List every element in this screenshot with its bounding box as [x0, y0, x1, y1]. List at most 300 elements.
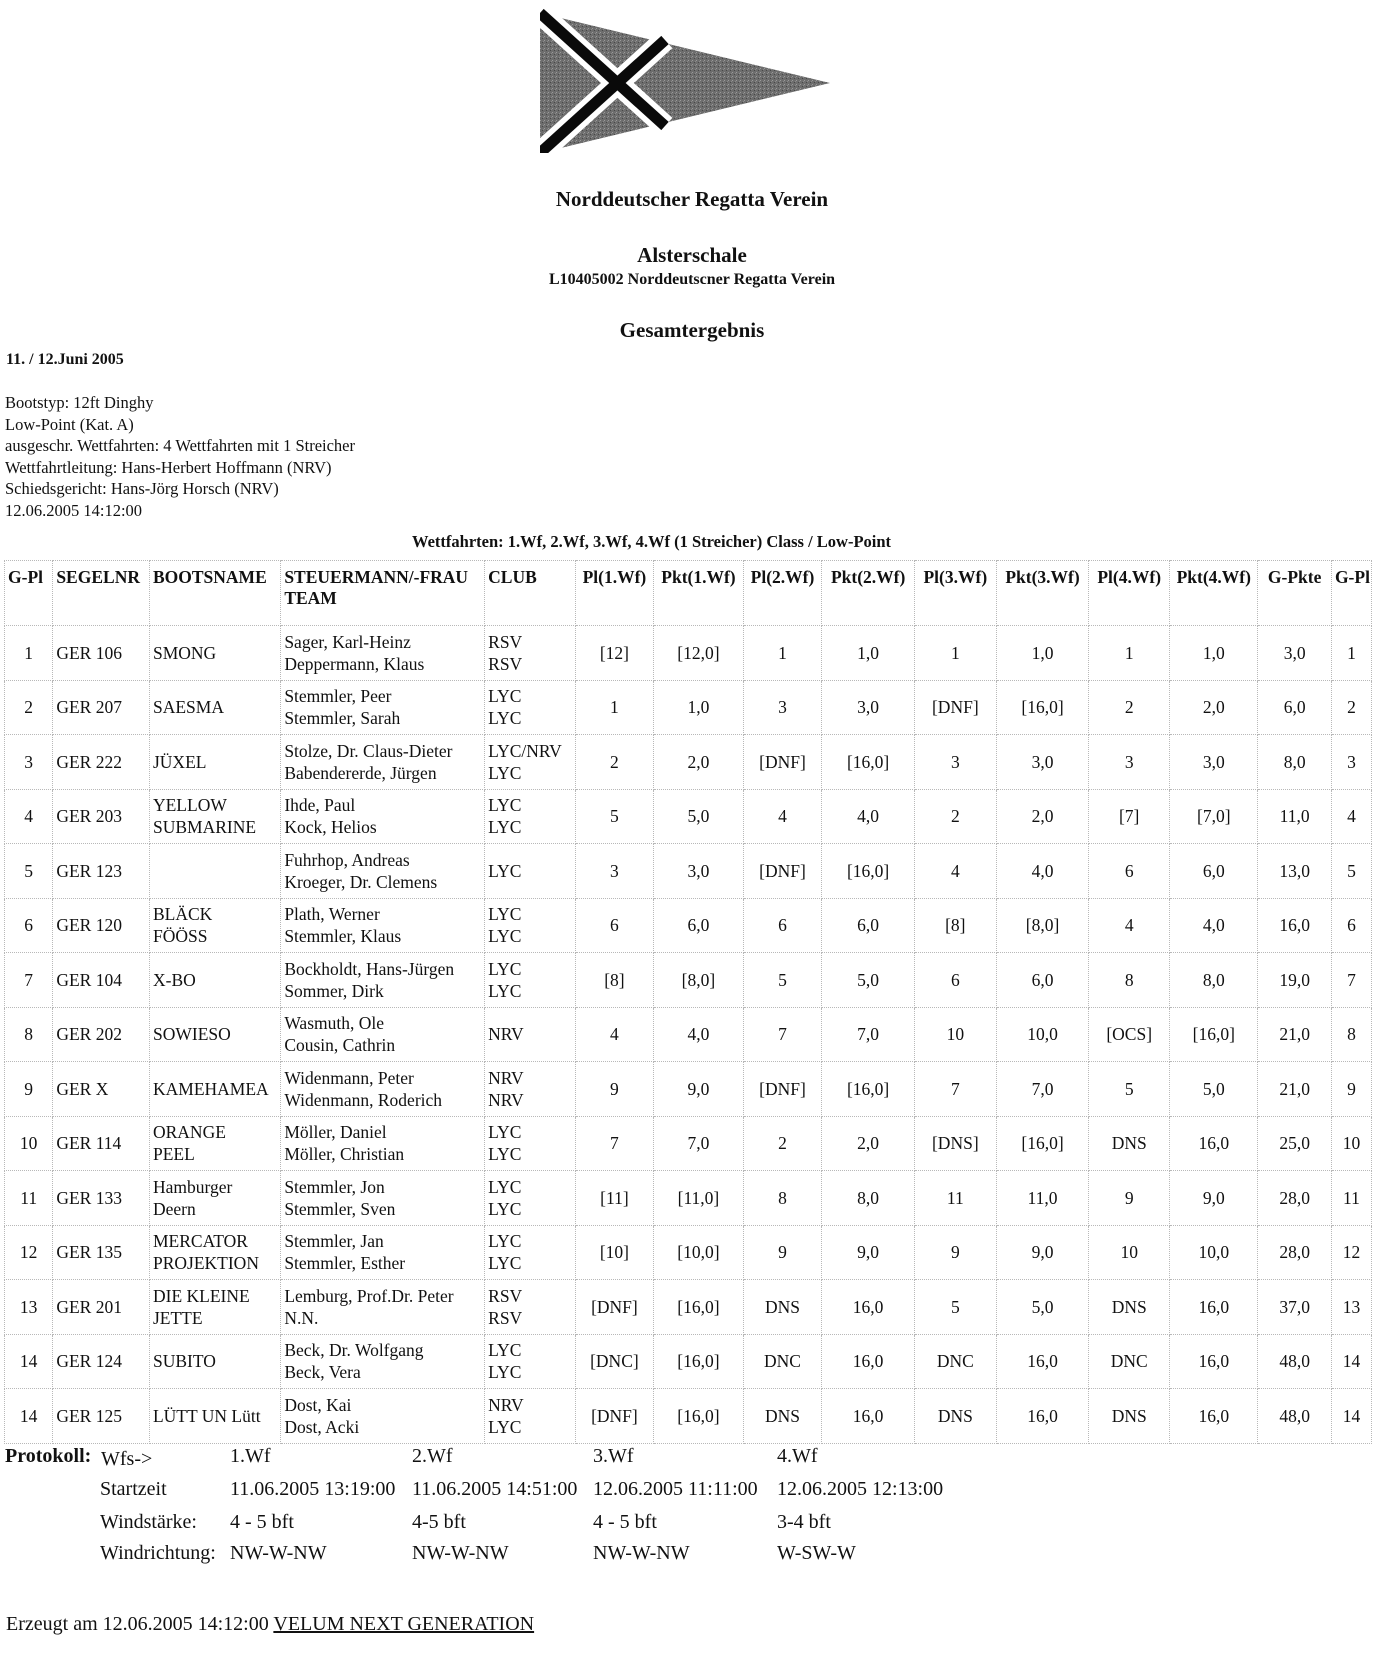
scoring-system: Low-Point (Kat. A): [5, 414, 134, 434]
pkt-3: 11,0: [996, 1171, 1088, 1226]
boat-name-line: YELLOW: [152, 795, 227, 816]
pl-4: 1: [1089, 626, 1170, 681]
club: [485, 1334, 575, 1389]
overall-place-right: 2: [1331, 680, 1371, 735]
boat-name: [149, 1062, 280, 1117]
pkt-2: 3,0: [822, 680, 914, 735]
total-points: 3,0: [1258, 626, 1332, 681]
club: [485, 953, 575, 1008]
crew-line: Stemmler, Sven: [284, 1198, 396, 1219]
table-row: [5, 1116, 1372, 1171]
pl-2: 5: [743, 953, 822, 1008]
race-officer: Wettfahrtleitung: Hans-Herbert Hoffmann (NRV): [5, 457, 332, 477]
result-title: Gesamtergebnis: [619, 318, 765, 342]
crew-line: Widenmann, Roderich: [284, 1089, 443, 1110]
club-line: NRV: [488, 1089, 524, 1110]
overall-place: 7: [5, 953, 53, 1008]
club-line: NRV: [488, 1394, 524, 1415]
boat-name-line: SAESMA: [152, 697, 224, 718]
total-points: 8,0: [1258, 735, 1332, 790]
col-gpl: G-Pl: [5, 561, 53, 626]
pkt-4: 8,0: [1170, 953, 1258, 1008]
overall-place-right: 7: [1331, 953, 1371, 1008]
club: [485, 1062, 575, 1117]
pl-4: [OCS]: [1089, 1007, 1170, 1062]
crew-line: Möller, Daniel: [284, 1122, 387, 1143]
table-row: [5, 1007, 1372, 1062]
scheduled-races: ausgeschr. Wettfahrten: 4 Wettfahrten mit 1 Streicher: [5, 436, 355, 455]
pkt-4: 10,0: [1170, 1225, 1258, 1280]
organization-name: Norddeutscher Regatta Verein: [555, 187, 829, 211]
pl-4: DNC: [1089, 1334, 1170, 1389]
pl-3: [DNF]: [914, 680, 996, 735]
crew: [281, 1062, 485, 1117]
club-line: RSV: [488, 1307, 523, 1328]
pl-4: 3: [1089, 735, 1170, 790]
pkt-3: 6,0: [996, 953, 1088, 1008]
protocol-value: 4-5 bft: [412, 1511, 466, 1533]
club-line: LYC: [488, 762, 522, 783]
protocol-value: 4 - 5 bft: [230, 1511, 294, 1533]
total-points: 13,0: [1258, 844, 1332, 899]
club-line: NRV: [488, 1067, 524, 1088]
col-pkt-2: Pkt(2.Wf): [822, 561, 914, 626]
protocol-value: 1.Wf: [230, 1445, 271, 1467]
col-helm: STEUERMANN/-FRAU: [284, 567, 469, 587]
overall-place-right: 14: [1331, 1334, 1371, 1389]
protocol-value: W-SW-W: [777, 1542, 856, 1564]
club-line: LYC: [488, 958, 522, 979]
pkt-3: 5,0: [996, 1280, 1088, 1335]
club-line: LYC: [488, 904, 522, 925]
boat-name-line: PROJEKTION: [152, 1253, 259, 1274]
protocol-label: Protokoll:: [5, 1445, 92, 1467]
club-line: LYC: [488, 1340, 522, 1361]
col-pl-4: Pl(4.Wf): [1089, 561, 1170, 626]
club-line: LYC: [488, 817, 522, 838]
col-pkt-4: Pkt(4.Wf): [1170, 561, 1258, 626]
col-pl-2: Pl(2.Wf): [743, 561, 822, 626]
sail-number: GER 207: [53, 680, 150, 735]
pl-4: 8: [1089, 953, 1170, 1008]
pl-1: 4: [575, 1007, 654, 1062]
pl-3: 1: [914, 626, 996, 681]
pkt-1: [10,0]: [654, 1225, 743, 1280]
protocol-value: 4 - 5 bft: [593, 1511, 657, 1533]
pkt-3: 4,0: [996, 844, 1088, 899]
total-points: 48,0: [1258, 1389, 1332, 1444]
pkt-3: 7,0: [996, 1062, 1088, 1117]
table-row: [5, 680, 1372, 735]
pkt-1: 1,0: [654, 680, 743, 735]
club: [485, 1280, 575, 1335]
pkt-2: [16,0]: [822, 844, 914, 899]
pkt-1: 7,0: [654, 1116, 743, 1171]
overall-place: 8: [5, 1007, 53, 1062]
pl-4: 5: [1089, 1062, 1170, 1117]
pkt-3: 9,0: [996, 1225, 1088, 1280]
club-line: LYC: [488, 1198, 522, 1219]
crew: [281, 898, 485, 953]
pl-4: DNS: [1089, 1389, 1170, 1444]
pl-2: 8: [743, 1171, 822, 1226]
pl-4: 6: [1089, 844, 1170, 899]
protocol-value: 11.06.2005 14:51:00: [412, 1478, 578, 1500]
crew-line: Stemmler, Jon: [284, 1176, 385, 1197]
pl-2: [DNF]: [743, 735, 822, 790]
pkt-2: 16,0: [822, 1280, 914, 1335]
club-line: RSV: [488, 631, 523, 652]
crew-line: Sommer, Dirk: [284, 980, 384, 1001]
pkt-1: 2,0: [654, 735, 743, 790]
crew-line: Bockholdt, Hans-Jürgen: [284, 958, 455, 979]
crew-line: Plath, Werner: [284, 904, 380, 925]
footer: [6, 1613, 534, 1636]
pl-3: 6: [914, 953, 996, 1008]
col-boat-name: BOOTSNAME: [149, 561, 280, 626]
pkt-4: 16,0: [1170, 1334, 1258, 1389]
crew: [281, 1225, 485, 1280]
crew-line: Stemmler, Jan: [284, 1231, 384, 1252]
print-timestamp: 12.06.2005 14:12:00: [5, 500, 143, 520]
boat-name-line: JÜXEL: [152, 751, 207, 772]
table-row: [5, 1062, 1372, 1117]
crew-line: Stolze, Dr. Claus-Dieter: [284, 740, 453, 761]
boat-name: [149, 789, 280, 844]
boat-name-line: JETTE: [152, 1307, 203, 1328]
pl-2: DNS: [743, 1389, 822, 1444]
sail-number: GER 124: [53, 1334, 150, 1389]
pkt-1: 9,0: [654, 1062, 743, 1117]
pl-1: 5: [575, 789, 654, 844]
crew-line: Widenmann, Peter: [284, 1067, 414, 1088]
pkt-1: [16,0]: [654, 1389, 743, 1444]
total-points: 48,0: [1258, 1334, 1332, 1389]
pkt-1: 4,0: [654, 1007, 743, 1062]
crew-line: Dost, Kai: [284, 1394, 352, 1415]
protocol-value: NW-W-NW: [593, 1542, 690, 1564]
col-gpl-right: G-Pl: [1331, 561, 1371, 626]
overall-place-right: 5: [1331, 844, 1371, 899]
col-pkt-3: Pkt(3.Wf): [996, 561, 1088, 626]
overall-place-right: 9: [1331, 1062, 1371, 1117]
protocol-row-label: Windstärke:: [100, 1511, 197, 1533]
total-points: 21,0: [1258, 1062, 1332, 1117]
event-meta: [5, 392, 355, 521]
boat-name-line: BLÄCK: [152, 904, 213, 925]
pl-1: [DNF]: [575, 1389, 654, 1444]
pkt-3: [16,0]: [996, 680, 1088, 735]
crew-line: Stemmler, Klaus: [284, 926, 402, 947]
crew-line: Deppermann, Klaus: [284, 653, 425, 674]
pl-2: 4: [743, 789, 822, 844]
pkt-1: 6,0: [654, 898, 743, 953]
overall-place: 14: [5, 1334, 53, 1389]
total-points: 19,0: [1258, 953, 1332, 1008]
club-line: LYC: [488, 1176, 522, 1197]
pl-1: [11]: [575, 1171, 654, 1226]
crew: [281, 680, 485, 735]
overall-place-right: 6: [1331, 898, 1371, 953]
pl-2: 1: [743, 626, 822, 681]
boat-name-line: FÖÖSS: [152, 926, 208, 947]
pl-1: 6: [575, 898, 654, 953]
crew-line: Stemmler, Sarah: [284, 708, 401, 729]
pkt-4: 9,0: [1170, 1171, 1258, 1226]
table-row: [5, 626, 1372, 681]
boat-name: [149, 1007, 280, 1062]
overall-place: 4: [5, 789, 53, 844]
pl-3: 11: [914, 1171, 996, 1226]
overall-place-right: 11: [1331, 1171, 1371, 1226]
event-title: Alsterschale: [637, 243, 747, 267]
club: [485, 680, 575, 735]
boat-name-line: SUBITO: [152, 1351, 216, 1372]
pl-2: 6: [743, 898, 822, 953]
boat-name: [149, 844, 280, 899]
pkt-4: 2,0: [1170, 680, 1258, 735]
overall-place: 6: [5, 898, 53, 953]
pl-3: 5: [914, 1280, 996, 1335]
boat-name-line: ORANGE: [152, 1122, 226, 1143]
total-points: 25,0: [1258, 1116, 1332, 1171]
crew: [281, 1007, 485, 1062]
pl-1: 3: [575, 844, 654, 899]
col-team: TEAM: [284, 588, 337, 608]
protocol-value: 12.06.2005 11:11:00: [593, 1478, 758, 1500]
protocol-row-label: Wfs->: [101, 1448, 153, 1470]
pl-2: [DNF]: [743, 1062, 822, 1117]
crew-line: Fuhrhop, Andreas: [284, 849, 410, 870]
col-helm-team: [281, 561, 485, 626]
pl-4: 10: [1089, 1225, 1170, 1280]
pl-4: 9: [1089, 1171, 1170, 1226]
boat-name: [149, 1116, 280, 1171]
pl-3: 9: [914, 1225, 996, 1280]
overall-place: 5: [5, 844, 53, 899]
boat-type: Bootstyp: 12ft Dinghy: [5, 393, 154, 412]
pkt-2: 4,0: [822, 789, 914, 844]
col-pkt-1: Pkt(1.Wf): [654, 561, 743, 626]
sail-number: GER 222: [53, 735, 150, 790]
club: [485, 1171, 575, 1226]
boat-name-line: LÜTT UN Lütt: [152, 1405, 261, 1426]
pl-4: 4: [1089, 898, 1170, 953]
total-points: 16,0: [1258, 898, 1332, 953]
club-line: LYC: [488, 1231, 522, 1252]
pl-4: DNS: [1089, 1280, 1170, 1335]
crew-line: Möller, Christian: [284, 1144, 405, 1165]
club-line: LYC: [488, 1253, 522, 1274]
overall-place-right: 8: [1331, 1007, 1371, 1062]
pl-1: 7: [575, 1116, 654, 1171]
pl-1: [8]: [575, 953, 654, 1008]
club-line: LYC: [488, 1144, 522, 1165]
sail-number: GER 202: [53, 1007, 150, 1062]
pl-1: [DNC]: [575, 1334, 654, 1389]
protocol-value: 2.Wf: [412, 1445, 453, 1467]
pl-2: 9: [743, 1225, 822, 1280]
boat-name: [149, 1389, 280, 1444]
sail-number: GER X: [53, 1062, 150, 1117]
pkt-2: 8,0: [822, 1171, 914, 1226]
club: [485, 789, 575, 844]
table-row: [5, 1225, 1372, 1280]
club: [485, 626, 575, 681]
boat-name: [149, 1334, 280, 1389]
club: [485, 844, 575, 899]
total-points: 11,0: [1258, 789, 1332, 844]
crew: [281, 626, 485, 681]
crew: [281, 735, 485, 790]
crew-line: Wasmuth, Ole: [284, 1013, 384, 1034]
crew: [281, 844, 485, 899]
results-table: [4, 560, 1372, 1444]
generated-at: Erzeugt am 12.06.2005 14:12:00: [6, 1613, 269, 1635]
total-points: 21,0: [1258, 1007, 1332, 1062]
total-points: 28,0: [1258, 1225, 1332, 1280]
pkt-4: [7,0]: [1170, 789, 1258, 844]
pkt-1: [11,0]: [654, 1171, 743, 1226]
total-points: 28,0: [1258, 1171, 1332, 1226]
boat-name: [149, 735, 280, 790]
sail-number: GER 133: [53, 1171, 150, 1226]
protocol-row-label: Startzeit: [100, 1478, 167, 1500]
event-date: 11. / 12.Juni 2005: [6, 351, 124, 368]
col-total-points: G-Pkte: [1258, 561, 1332, 626]
pkt-3: 10,0: [996, 1007, 1088, 1062]
overall-place-right: 12: [1331, 1225, 1371, 1280]
sail-number: GER 120: [53, 898, 150, 953]
table-row: [5, 898, 1372, 953]
table-row: [5, 735, 1372, 790]
table-header-row: [5, 561, 1372, 626]
overall-place-right: 14: [1331, 1389, 1371, 1444]
pl-1: 1: [575, 680, 654, 735]
pl-3: [DNS]: [914, 1116, 996, 1171]
pkt-4: 4,0: [1170, 898, 1258, 953]
sail-number: GER 201: [53, 1280, 150, 1335]
pl-3: 2: [914, 789, 996, 844]
pkt-4: [16,0]: [1170, 1007, 1258, 1062]
pkt-2: [16,0]: [822, 1062, 914, 1117]
pkt-3: [16,0]: [996, 1116, 1088, 1171]
overall-place-right: 10: [1331, 1116, 1371, 1171]
races-caption: Wettfahrten: 1.Wf, 2.Wf, 3.Wf, 4.Wf (1 Streicher) Class / Low-Point: [412, 532, 892, 551]
overall-place: 11: [5, 1171, 53, 1226]
club-line: RSV: [488, 1285, 523, 1306]
generator-link[interactable]: VELUM NEXT GENERATION: [273, 1613, 535, 1635]
sail-number: GER 203: [53, 789, 150, 844]
boat-name: [149, 1171, 280, 1226]
overall-place: 1: [5, 626, 53, 681]
sail-number: GER 114: [53, 1116, 150, 1171]
table-row: [5, 789, 1372, 844]
crew-line: Beck, Vera: [284, 1362, 361, 1383]
pl-3: [8]: [914, 898, 996, 953]
overall-place-right: 13: [1331, 1280, 1371, 1335]
protocol-value: NW-W-NW: [412, 1542, 509, 1564]
pl-3: 10: [914, 1007, 996, 1062]
pkt-2: 9,0: [822, 1225, 914, 1280]
boat-name: [149, 898, 280, 953]
overall-place: 12: [5, 1225, 53, 1280]
overall-place: 10: [5, 1116, 53, 1171]
crew: [281, 1171, 485, 1226]
pkt-4: 16,0: [1170, 1280, 1258, 1335]
crew-line: Kroeger, Dr. Clemens: [284, 871, 438, 892]
club-line: LYC: [488, 795, 522, 816]
protocol-row-label: Windrichtung:: [100, 1542, 216, 1564]
boat-name: [149, 1225, 280, 1280]
boat-name-line: DIE KLEINE: [152, 1285, 250, 1306]
table-row: [5, 1389, 1372, 1444]
crew-line: Kock, Helios: [284, 817, 377, 838]
sail-number: GER 106: [53, 626, 150, 681]
club-line: LYC: [488, 980, 522, 1001]
crew: [281, 1116, 485, 1171]
overall-place: 9: [5, 1062, 53, 1117]
boat-name: [149, 680, 280, 735]
club-line: LYC: [488, 860, 522, 881]
overall-place-right: 4: [1331, 789, 1371, 844]
pkt-2: 1,0: [822, 626, 914, 681]
pl-1: [12]: [575, 626, 654, 681]
jury: Schiedsgericht: Hans-Jörg Horsch (NRV): [5, 479, 279, 498]
overall-place-right: 1: [1331, 626, 1371, 681]
crew-line: Cousin, Cathrin: [284, 1035, 396, 1056]
pl-2: 3: [743, 680, 822, 735]
nrv-burgee-flag-icon: [540, 8, 830, 153]
boat-name-line: SMONG: [152, 642, 217, 663]
pl-2: 7: [743, 1007, 822, 1062]
club-line: LYC/NRV: [488, 740, 562, 761]
pkt-1: 5,0: [654, 789, 743, 844]
pkt-1: [12,0]: [654, 626, 743, 681]
pkt-3: 16,0: [996, 1334, 1088, 1389]
pl-4: 2: [1089, 680, 1170, 735]
pkt-4: 16,0: [1170, 1116, 1258, 1171]
club: [485, 1116, 575, 1171]
pkt-2: 7,0: [822, 1007, 914, 1062]
crew: [281, 1389, 485, 1444]
pl-1: [DNF]: [575, 1280, 654, 1335]
overall-place: 13: [5, 1280, 53, 1335]
crew: [281, 953, 485, 1008]
pl-3: 3: [914, 735, 996, 790]
boat-name-line: SUBMARINE: [152, 817, 257, 838]
sail-number: GER 123: [53, 844, 150, 899]
col-sail-number: SEGELNR: [53, 561, 150, 626]
pkt-3: 16,0: [996, 1389, 1088, 1444]
club: [485, 735, 575, 790]
boat-name-line: MERCATOR: [152, 1231, 248, 1252]
pkt-2: 16,0: [822, 1334, 914, 1389]
pl-3: 7: [914, 1062, 996, 1117]
pkt-1: [8,0]: [654, 953, 743, 1008]
pkt-1: [16,0]: [654, 1334, 743, 1389]
pl-2: [DNF]: [743, 844, 822, 899]
pkt-3: 3,0: [996, 735, 1088, 790]
pl-3: 4: [914, 844, 996, 899]
club: [485, 898, 575, 953]
crew-line: Stemmler, Esther: [284, 1253, 406, 1274]
col-pl-3: Pl(3.Wf): [914, 561, 996, 626]
crew: [281, 1334, 485, 1389]
overall-place: 2: [5, 680, 53, 735]
club-line: LYC: [488, 708, 522, 729]
pl-3: DNS: [914, 1389, 996, 1444]
